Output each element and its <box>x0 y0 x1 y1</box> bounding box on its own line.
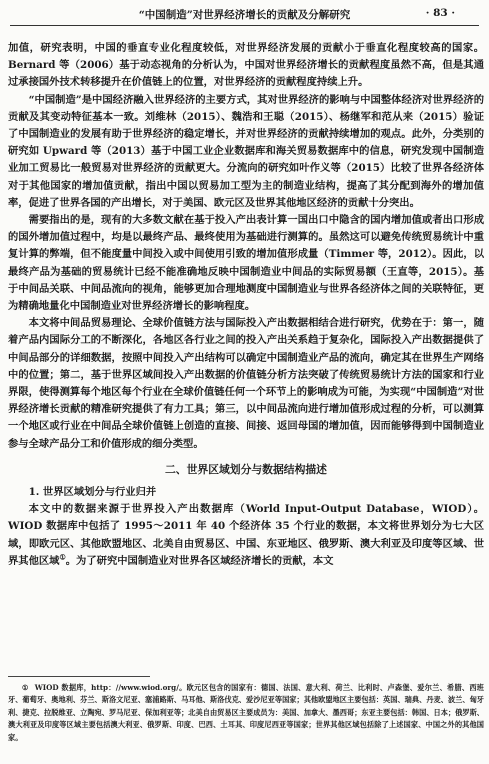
footnote-rule <box>8 676 150 677</box>
paragraph-text: 。为了研究中国制造业对世界各区域经济增长的贡献，本文 <box>65 554 334 567</box>
main-text <box>8 40 484 570</box>
footnote <box>8 682 484 744</box>
running-title: “中国制造”对世界经济增长的贡献及分解研究 <box>138 9 351 21</box>
paragraph: 需要指出的是，现有的大多数文献在基于投入产出表计算一国出口中隐含的国内增加值或者出口形成的国外增加值过程中，均是以最终产品、最终使用为基础进行测算的。虽然这可以避免传统贸易统计中重复计算的弊端，但不能度量中间投入或中间使用引致的增加值形成量（Timmer 等，2012）。因此，以最终产品为基础的贸易统计已经不能准确地反映中国制造业中间品的实际贸易额（王直等，2015）。基于中间品关联、中间品流向的视角，能够更加合理地测度中国制造业与世界各经济体之间的关联特征，更为精确地量化中国制造业对世界经济增长的影响程度。 <box>8 214 484 313</box>
running-header <box>10 4 479 22</box>
header-rule <box>10 25 479 26</box>
footnote-reference[interactable]: ① <box>59 552 66 562</box>
paragraph: “中国制造”是中国经济融入世界经济的主要方式，其对世界经济的影响与中国整体经济对世界经济的贡献及其变动特征基本一致。刘维林（2015）、魏浩和王聪（2015）、杨继军和范从来（2015）验证了中国制造业的发展有助于世界经济的稳定增长，并对世界经济的贡献持续增加的观点。此外，分类别的研究如 Upward 等（2013）基于中国工业企业数据库和海关贸易数据库中的信息，研究发现中国制造业加工贸易比一般贸易对世界经济的贡献更大。分流向的研究如叶作义等（2015）比较了世界各经济体对于其他国家的增加值贡献，指出中国以贸易加工型为主的制造业结构，提高了其分配到海外的增加值率，促进了世界各国的产出增长，对于美国、欧元区及世界其他地区经济的贡献十分突出。 <box>8 93 484 209</box>
paragraph-text: 本文中的数据来源于世界投入产出数据库（World Input-Output Database，WIOD）。WIOD 数据库中包括了 1995～2011 年 40 个经济体 35 个行业的数据，本文将世界划分为七大区域，即欧元区、其他欧盟地区、北美自由贸易区、中国、东亚地区、俄罗斯、澳大利亚及印度等区域、世界其他区域 <box>8 503 484 567</box>
subsection-heading: 1. 世界区域划分与行业归并 <box>28 486 157 499</box>
paragraph-continued: 加值，研究表明，中国的垂直专业化程度较低，对世界经济发展的贡献小于垂直化程度较高的国家。Bernard 等（2006）基于动态视角的分析认为，中国对世界经济增长的贡献程度虽然不高，但是其通过承接国外技术转移提升在价值链上的位置，对世界经济的贡献程度持续上升。 <box>8 42 484 89</box>
footnote-text: WIOD 数据库，http：//www.wiod.org/。欧元区包含的国家有：德国、法国、意大利、荷兰、比利时、卢森堡、爱尔兰、希腊、西班牙、葡萄牙、奥地利、芬兰、斯洛文尼亚、塞浦路斯、马耳他、斯洛伐克、爱沙尼亚等国家；其他欧盟地区主要包括：英国、瑞典、丹麦、波兰、匈牙利、捷克、拉脱维亚、立陶宛、罗马尼亚、保加利亚等；北美自由贸易区主要成员为：美国、加拿大、墨西哥；东亚主要包括：韩国、日本；俄罗斯、澳大利亚及印度等区域主要包括澳大利亚、俄罗斯、印度、巴西、土耳其、印度尼西亚等国家；世界其他区域包括除了上述国家、中国之外的其他国家。 <box>8 683 484 742</box>
paragraph: 本文将中间品贸易理论、全球价值链方法与国际投入产出数据相结合进行研究，优势在于：第一，随着产品内国际分工的不断深化，各地区各行业之间的投入产出关系趋于复杂化，国际投入产出数据提供了中间品部分的详细数据，按照中间投入产出结构可以确定中国制造业产品的流向，确定其在世界生产网络中的位置；第二，基于世界区域间投入产出数据的价值链分析方法突破了传统贸易统计方法的国家和行业界限，使得测算每个地区每个行业在全球价值链任何一个环节上的影响成为可能，为实现“中国制造”对世界经济增长贡献的精准研究提供了有力工具；第三，以中间品流向进行增加值形成过程的分析，可以测算一个地区或行业在中间品全球价值链上创造的直接、间接、返回母国的增加值，因而能够得到中国制造业参与全球产品分工和价值形成的细分类型。 <box>8 317 484 450</box>
page-number: · 83 · <box>425 7 455 19</box>
footnote-mark: ① <box>22 683 29 692</box>
paragraph <box>8 501 484 570</box>
section-heading: 二、世界区域划分与数据结构描述 <box>165 462 327 476</box>
